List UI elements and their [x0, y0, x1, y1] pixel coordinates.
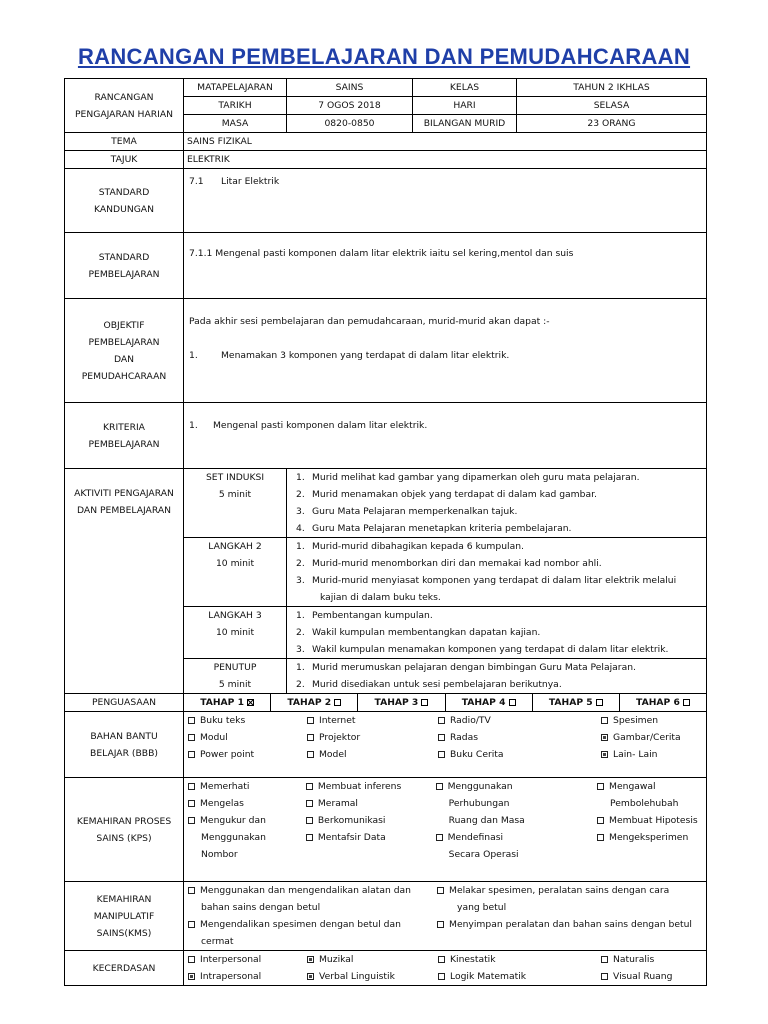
bbb-label	[65, 712, 184, 778]
step: kajian di dalam buku teks.	[320, 592, 441, 603]
bbb-option[interactable]: Radas	[438, 729, 601, 746]
checkbox-icon	[188, 921, 195, 928]
kps-option-cont: Ruang dan Masa	[448, 815, 525, 826]
kms-option[interactable]: Menggunakan dan mengendalikan alatan dan	[188, 882, 437, 899]
kms-options	[184, 882, 707, 951]
kps-option[interactable]: Memerhati	[188, 778, 306, 795]
checkbox-icon	[509, 699, 516, 706]
penguasaan-label: PENGUASAAN	[65, 694, 184, 712]
kps-option-cont: Secara Operasi	[448, 849, 519, 860]
kms-label-line3: SAINS(KMS)	[96, 927, 152, 939]
obj-label-line4: PEMUDAHCARAAN	[81, 370, 167, 382]
sk-label-line1: STANDARD	[98, 186, 150, 198]
kps-option[interactable]: Menggunakan	[436, 778, 597, 795]
phase-name: LANGKAH 3	[208, 610, 262, 621]
kecerdasan-option[interactable]: Kinestatik	[438, 951, 601, 968]
kriteria-value	[184, 403, 707, 469]
tajuk-value: ELEKTRIK	[184, 151, 707, 169]
step: 2. Wakil kumpulan membentangkan dapatan kajian.	[296, 627, 541, 638]
tarikh-value: 7 OGOS 2018	[287, 97, 413, 115]
phase-name: LANGKAH 2	[208, 541, 262, 552]
kecerdasan-option[interactable]: Logik Matematik	[438, 968, 601, 985]
obj-label-line3: DAN	[113, 353, 135, 365]
kriteria-number: 1.	[189, 420, 198, 431]
kecerdasan-options	[184, 951, 707, 986]
standard-kandungan-label	[65, 169, 184, 233]
hari-value: SELASA	[517, 97, 707, 115]
tarikh-label: TARIKH	[184, 97, 287, 115]
phase-steps	[287, 607, 707, 659]
objektif-value	[184, 299, 707, 403]
kps-option[interactable]: Berkomunikasi	[306, 812, 436, 829]
hari-label: HARI	[413, 97, 517, 115]
kms-option-cont: yang betul	[457, 902, 507, 913]
kps-label-line2: SAINS (KPS)	[96, 832, 152, 844]
phase-set-induksi	[184, 469, 287, 538]
step: 1. Murid-murid dibahagikan kepada 6 kumpulan.	[296, 541, 524, 552]
obj-label-line2: PEMBELAJARAN	[88, 336, 160, 348]
checkbox-icon	[306, 783, 313, 790]
objektif-label	[65, 299, 184, 403]
phase-penutup	[184, 659, 287, 694]
kecerdasan-option[interactable]: Verbal Linguistik	[307, 968, 438, 985]
checked-box-icon	[307, 956, 314, 963]
bbb-option[interactable]: Buku Cerita	[438, 746, 601, 763]
checkbox-icon	[188, 956, 195, 963]
checkbox-icon	[306, 817, 313, 824]
checkbox-icon	[188, 783, 195, 790]
kriteria-text: Mengenal pasti komponen dalam litar elektrik.	[213, 420, 428, 431]
step: 3. Murid-murid menyiasat komponen yang terdapat di dalam litar elektrik melalui	[296, 575, 677, 586]
checkbox-icon	[596, 699, 603, 706]
kelas-label: KELAS	[413, 79, 517, 97]
standard-pembelajaran-label	[65, 233, 184, 299]
aktiviti-label-line1: AKTIVITI PENGAJARAN	[74, 488, 174, 499]
kps-option[interactable]: Mengukur dan	[188, 812, 306, 829]
kps-label-line1: KEMAHIRAN PROSES	[76, 815, 172, 827]
phase-time: 10 minit	[215, 627, 255, 638]
step: 1. Murid melihat kad gambar yang dipamerkan oleh guru mata pelajaran.	[296, 472, 640, 483]
kecerdasan-option[interactable]: Visual Ruang	[601, 968, 701, 985]
phase-time: 5 minit	[218, 679, 252, 690]
checkbox-icon	[188, 717, 195, 724]
checkbox-icon	[188, 887, 195, 894]
standard-pembelajaran-value	[184, 233, 707, 299]
sp-text: 7.1.1 Mengenal pasti komponen dalam litar elektrik iaitu sel kering,mentol dan suis	[189, 248, 574, 259]
tahap-4[interactable]: TAHAP 4	[445, 694, 532, 711]
rph-label-line1: RANCANGAN	[94, 91, 154, 103]
obj-item-number: 1.	[189, 350, 198, 361]
step: 1. Pembentangan kumpulan.	[296, 610, 433, 621]
masa-value: 0820-0850	[287, 115, 413, 133]
bbb-option[interactable]: Modul	[188, 729, 307, 746]
checkbox-icon	[188, 817, 195, 824]
kms-option-cont: cermat	[201, 936, 234, 947]
kms-option[interactable]: Menyimpan peralatan dan bahan sains dengan betul	[437, 916, 706, 933]
checkbox-icon	[307, 751, 314, 758]
kps-option-cont: Pembolehubah	[610, 798, 679, 809]
phase-steps	[287, 469, 707, 538]
tahap-3[interactable]: TAHAP 3	[357, 694, 444, 711]
obj-label-line1: OBJEKTIF	[103, 319, 145, 331]
checked-box-icon	[601, 734, 608, 741]
bbb-option[interactable]: Gambar/Cerita	[601, 729, 701, 746]
checkbox-icon	[188, 751, 195, 758]
tahap-1[interactable]: TAHAP 1	[184, 694, 270, 711]
kecerdasan-option[interactable]: Naturalis	[601, 951, 701, 968]
phase-steps	[287, 659, 707, 694]
checkbox-icon	[334, 699, 341, 706]
phase-name: SET INDUKSI	[205, 472, 265, 483]
tahap-2[interactable]: TAHAP 2	[270, 694, 357, 711]
aktiviti-label	[65, 469, 184, 694]
phase-langkah-2	[184, 538, 287, 607]
kps-option[interactable]: Mentafsir Data	[306, 829, 436, 846]
tajuk-label: TAJUK	[65, 151, 184, 169]
lesson-plan-table	[64, 78, 707, 986]
step: 2. Murid-murid menomborkan diri dan memakai kad nombor ahli.	[296, 558, 602, 569]
bbb-option[interactable]: Model	[307, 746, 438, 763]
kms-label	[65, 882, 184, 951]
checkbox-icon	[436, 783, 443, 790]
checkbox-icon	[306, 834, 313, 841]
checkbox-icon	[188, 734, 195, 741]
bbb-options	[184, 712, 707, 778]
standard-kandungan-value	[184, 169, 707, 233]
checkbox-icon	[683, 699, 690, 706]
kps-option[interactable]: Mengawal	[597, 778, 706, 795]
tema-label: TEMA	[65, 133, 184, 151]
kms-option[interactable]: Mengendalikan spesimen dengan betul dan	[188, 916, 437, 933]
checkbox-icon	[601, 717, 608, 724]
step: 1. Murid merumuskan pelajaran dengan bimbingan Guru Mata Pelajaran.	[296, 662, 636, 673]
checked-box-icon	[601, 751, 608, 758]
step: 4. Guru Mata Pelajaran menetapkan kriteria pembelajaran.	[296, 523, 572, 534]
checkbox-icon	[188, 800, 195, 807]
kps-option-cont: Perhubungan	[448, 798, 510, 809]
phase-langkah-3	[184, 607, 287, 659]
kps-options	[184, 778, 707, 882]
sp-label-line2: PEMBELAJARAN	[88, 268, 160, 280]
bbb-option[interactable]: Spesimen	[601, 712, 701, 729]
kps-label	[65, 778, 184, 882]
kps-option-cont: Menggunakan	[201, 832, 266, 843]
obj-item-text: Menamakan 3 komponen yang terdapat di dalam litar elektrik.	[221, 350, 510, 361]
tema-value: SAINS FIZIKAL	[184, 133, 707, 151]
checkbox-icon	[597, 817, 604, 824]
bbb-option[interactable]: Buku teks	[188, 712, 307, 729]
bbb-option[interactable]: Internet	[307, 712, 438, 729]
kriteria-label-line1: KRITERIA	[103, 421, 145, 433]
checkbox-icon	[597, 783, 604, 790]
step: 2. Murid disediakan untuk sesi pembelajaran berikutnya.	[296, 679, 562, 690]
kms-option[interactable]: Melakar spesimen, peralatan sains dengan cara	[437, 882, 706, 899]
penguasaan-levels	[184, 694, 707, 712]
rph-label-cell	[65, 79, 184, 133]
rph-label-line2: PENGAJARAN HARIAN	[75, 108, 173, 120]
obj-item-1	[189, 347, 701, 364]
sp-label-line1: STANDARD	[98, 251, 150, 263]
phase-time: 5 minit	[218, 489, 252, 500]
checkbox-icon	[421, 699, 428, 706]
checkbox-icon	[601, 956, 608, 963]
kms-label-line1: KEMAHIRAN	[96, 893, 152, 905]
bbb-option[interactable]: Power point	[188, 746, 307, 763]
checkbox-icon	[597, 834, 604, 841]
bilangan-label: BILANGAN MURID	[413, 115, 517, 133]
checkbox-icon	[307, 734, 314, 741]
tahap-6[interactable]: TAHAP 6	[619, 694, 706, 711]
kps-option[interactable]: Membuat Hipotesis	[597, 812, 706, 829]
aktiviti-label-line2: DAN PEMBELAJARAN	[77, 505, 171, 516]
step: 2. Murid menamakan objek yang terdapat di dalam kad gambar.	[296, 489, 597, 500]
kps-option[interactable]: Mengeksperimen	[597, 829, 706, 846]
sk-text: Litar Elektrik	[221, 176, 280, 187]
kecerdasan-option[interactable]: Interpersonal	[188, 951, 307, 968]
checked-box-icon	[247, 699, 254, 706]
checkbox-icon	[438, 973, 445, 980]
kecerdasan-label: KECERDASAN	[65, 951, 184, 986]
kps-option-cont: Nombor	[201, 849, 238, 860]
checkbox-icon	[438, 717, 445, 724]
checkbox-icon	[601, 973, 608, 980]
bbb-option[interactable]: Radio/TV	[438, 712, 601, 729]
bbb-label-line2: BELAJAR (BBB)	[90, 747, 158, 759]
kriteria-label	[65, 403, 184, 469]
tahap-5[interactable]: TAHAP 5	[532, 694, 619, 711]
phase-time: 10 minit	[215, 558, 255, 569]
obj-intro: Pada akhir sesi pembelajaran dan pemudahcaraan, murid-murid akan dapat :-	[189, 316, 550, 327]
sk-number: 7.1	[189, 176, 204, 187]
checkbox-icon	[306, 800, 313, 807]
bbb-label-line1: BAHAN BANTU	[90, 730, 158, 742]
page-title: RANCANGAN PEMBELAJARAN DAN PEMUDAHCARAAN	[77, 44, 691, 69]
checkbox-icon	[437, 921, 444, 928]
kps-option[interactable]: Mengelas	[188, 795, 306, 812]
kms-option-cont: bahan sains dengan betul	[201, 902, 321, 913]
phase-name: PENUTUP	[213, 662, 257, 673]
bbb-option[interactable]: Projektor	[307, 729, 438, 746]
checked-box-icon	[307, 973, 314, 980]
checked-box-icon	[188, 973, 195, 980]
kelas-value: TAHUN 2 IKHLAS	[517, 79, 707, 97]
checkbox-icon	[438, 734, 445, 741]
matapelajaran-label: MATAPELAJARAN	[184, 79, 287, 97]
checkbox-icon	[436, 834, 443, 841]
kms-label-line2: MANIPULATIF	[93, 910, 155, 922]
kps-option[interactable]: Membuat inferens	[306, 778, 436, 795]
kecerdasan-option[interactable]: Muzikal	[307, 951, 438, 968]
step: 3. Guru Mata Pelajaran memperkenalkan tajuk.	[296, 506, 518, 517]
masa-label: MASA	[184, 115, 287, 133]
kps-option[interactable]: Mendefinasi	[436, 829, 597, 846]
checkbox-icon	[437, 887, 444, 894]
sk-label-line2: KANDUNGAN	[94, 203, 154, 215]
kps-option[interactable]: Meramal	[306, 795, 436, 812]
checkbox-icon	[438, 956, 445, 963]
matapelajaran-value: SAINS	[287, 79, 413, 97]
checkbox-icon	[307, 717, 314, 724]
kecerdasan-option[interactable]: Intrapersonal	[188, 968, 307, 985]
kriteria-label-line2: PEMBELAJARAN	[88, 438, 160, 450]
phase-steps	[287, 538, 707, 607]
bilangan-value: 23 ORANG	[517, 115, 707, 133]
checkbox-icon	[438, 751, 445, 758]
bbb-option[interactable]: Lain- Lain	[601, 746, 701, 763]
step: 3. Wakil kumpulan menamakan komponen yang terdapat di dalam litar elektrik.	[296, 644, 669, 655]
